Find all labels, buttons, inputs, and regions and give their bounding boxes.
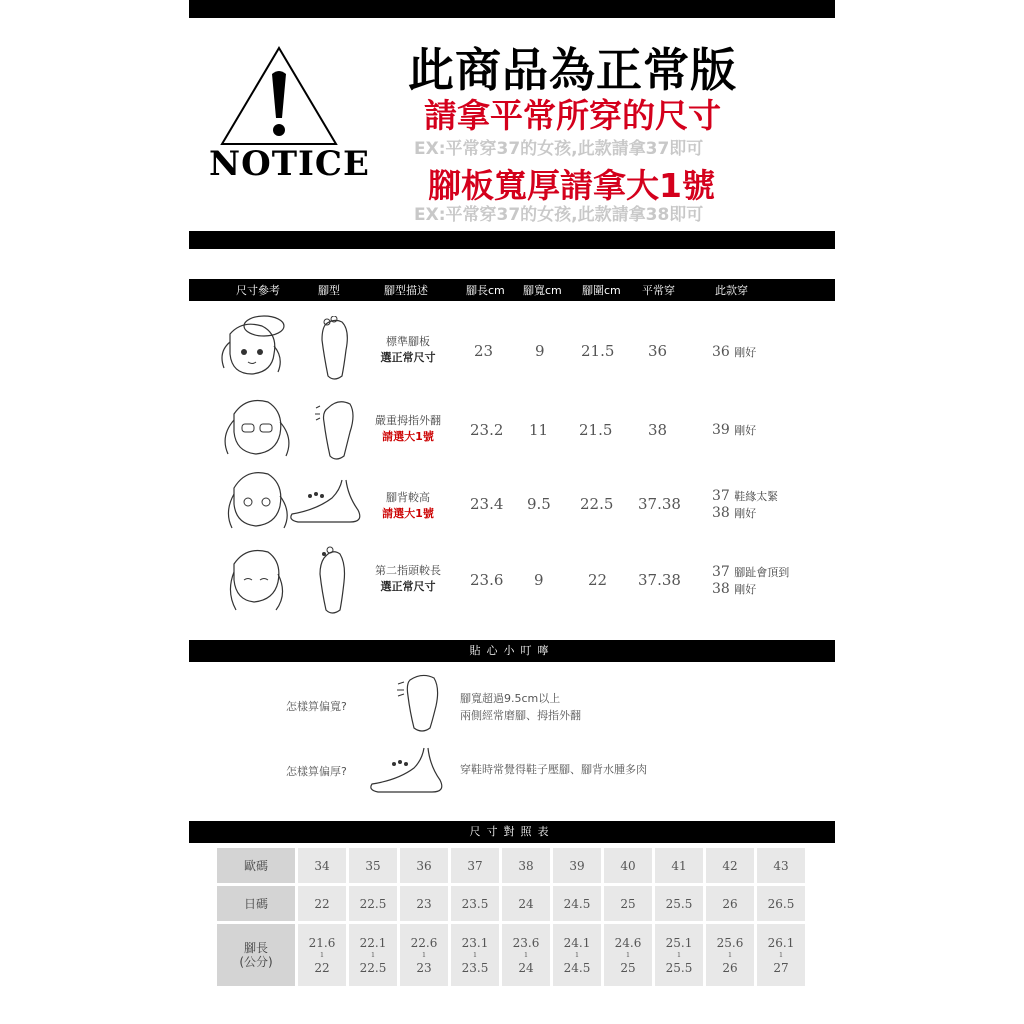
jp-size: 22 (298, 886, 346, 921)
tips-title: 貼心小叮嚀 (189, 640, 835, 662)
eu-size: 38 (502, 848, 550, 883)
row2-usual: 38 (648, 421, 668, 439)
foot-length-range (400, 924, 448, 986)
jp-size: 23 (400, 886, 448, 921)
row3-fit1-text: 鞋緣太緊 (734, 490, 779, 503)
row3-desc-text: 腳背較高 (386, 491, 430, 504)
jp-size: 24.5 (553, 886, 601, 921)
foot-thick-icon (366, 744, 448, 796)
header-this-style: 此款穿 (715, 284, 748, 297)
eu-size: 39 (553, 848, 601, 883)
foot-length-range (349, 924, 397, 986)
top-bar (189, 0, 835, 18)
foot-length-from: 23.1 (461, 935, 489, 950)
row3-girth: 22.5 (580, 495, 614, 513)
foot-length-to: 24 (518, 960, 534, 975)
foot-length-to: 27 (773, 960, 789, 975)
row4-girth: 22 (588, 571, 608, 589)
row2-advice: 請選大1號 (382, 430, 434, 443)
range-tick: ı (575, 949, 579, 960)
eu-size-row (217, 848, 805, 883)
jp-size: 25 (604, 886, 652, 921)
row4-fit1-size: 37 (712, 564, 730, 580)
header-foot-width: 腳寬cm (523, 284, 562, 297)
eu-size: 41 (655, 848, 703, 883)
row4-desc (363, 563, 453, 595)
row3-length: 23.4 (470, 495, 504, 513)
row1-fit-size: 36 (712, 344, 730, 360)
row1-fit-text: 剛好 (734, 346, 757, 359)
row2-length: 23.2 (470, 421, 504, 439)
row1-usual: 36 (648, 342, 668, 360)
row2-width: 11 (529, 421, 549, 439)
row1-girth: 21.5 (581, 342, 615, 360)
warning-triangle-icon (218, 44, 340, 148)
size-chart-table (214, 845, 808, 989)
row2-fit (712, 422, 756, 439)
range-tick: ı (677, 949, 681, 960)
girl-illustration-3 (220, 464, 296, 534)
foot-length-from: 21.6 (308, 935, 336, 950)
foot-length-from: 26.1 (767, 935, 795, 950)
row4-advice: 選正常尺寸 (380, 580, 436, 593)
jp-size: 26 (706, 886, 754, 921)
header-foot-type: 腳型 (318, 284, 340, 297)
foot-length-label-1: 腳長 (243, 941, 268, 955)
foot-length-from: 22.1 (359, 935, 387, 950)
row3-fit (712, 488, 778, 522)
tip-thick-question: 怎樣算偏厚? (286, 765, 347, 778)
foot-length-range (604, 924, 652, 986)
row1-fit (712, 344, 756, 361)
range-tick: ı (422, 949, 426, 960)
range-tick: ı (626, 949, 630, 960)
foot-bunion-icon (312, 394, 360, 462)
tip-thick-answer: 穿鞋時常覺得鞋子壓腳、腳背水腫多肉 (460, 763, 647, 776)
headline: 此商品為正常版 (408, 43, 737, 97)
jp-size: 24 (502, 886, 550, 921)
row2-girth: 21.5 (579, 421, 613, 439)
row1-length: 23 (474, 342, 494, 360)
eu-size: 40 (604, 848, 652, 883)
row2-desc (363, 413, 453, 445)
eu-size: 35 (349, 848, 397, 883)
row4-fit (712, 564, 789, 598)
notice-label: NOTICE (209, 144, 370, 184)
row4-fit1-text: 腳趾會頂到 (734, 566, 790, 579)
tip-wide-answer (460, 690, 581, 724)
row4-desc-text: 第二指頭較長 (375, 564, 441, 577)
header-usual: 平常穿 (642, 284, 675, 297)
foot-length-range (706, 924, 754, 986)
eu-size: 36 (400, 848, 448, 883)
wide-foot-line: 腳板寬厚請拿大1號 (428, 166, 715, 205)
header-foot-girth: 腳圍cm (582, 284, 621, 297)
foot-length-row (217, 924, 805, 986)
row3-fit2-text: 剛好 (734, 507, 757, 520)
row4-usual: 37.38 (638, 571, 681, 589)
row3-usual: 37.38 (638, 495, 681, 513)
foot-long-second-toe-icon (310, 544, 354, 616)
foot-wide-icon (394, 668, 446, 734)
notice-bottom-bar (189, 231, 835, 249)
range-tick: ı (320, 949, 324, 960)
row1-desc-text: 標準腳板 (386, 335, 430, 348)
foot-length-range (451, 924, 499, 986)
jp-size: 25.5 (655, 886, 703, 921)
row3-fit1-size: 37 (712, 488, 730, 504)
eu-size-label: 歐碼 (217, 848, 295, 883)
foot-length-label (217, 924, 295, 986)
eu-size: 37 (451, 848, 499, 883)
row1-width: 9 (535, 342, 545, 360)
foot-length-range (757, 924, 805, 986)
foot-length-to: 22 (314, 960, 330, 975)
fit-table-header (189, 279, 835, 301)
header-foot-desc: 腳型描述 (384, 284, 428, 297)
foot-length-from: 24.1 (563, 935, 591, 950)
eu-size: 42 (706, 848, 754, 883)
girl-illustration-2 (218, 392, 296, 462)
jp-size: 22.5 (349, 886, 397, 921)
normal-size-example: EX:平常穿37的女孩,此款請拿37即可 (414, 139, 704, 159)
tip-wide-question: 怎樣算偏寬? (286, 700, 347, 713)
normal-size-line: 請拿平常所穿的尺寸 (424, 96, 721, 135)
row1-desc (363, 334, 453, 366)
foot-length-from: 25.6 (716, 935, 744, 950)
jp-size: 26.5 (757, 886, 805, 921)
foot-length-range (553, 924, 601, 986)
row4-fit2-size: 38 (712, 581, 730, 597)
range-tick: ı (371, 949, 375, 960)
tip-wide-answer-line1: 腳寬超過9.5cm以上 (460, 692, 561, 705)
girl-illustration-4 (220, 542, 294, 614)
header-size-ref: 尺寸參考 (236, 284, 280, 297)
jp-size: 23.5 (451, 886, 499, 921)
row4-width: 9 (534, 571, 544, 589)
foot-length-to: 25 (620, 960, 636, 975)
size-chart-title: 尺寸對照表 (189, 821, 835, 843)
foot-length-from: 23.6 (512, 935, 540, 950)
row3-width: 9.5 (527, 495, 551, 513)
row3-advice: 請選大1號 (382, 507, 434, 520)
eu-size: 43 (757, 848, 805, 883)
wide-foot-example: EX:平常穿37的女孩,此款請拿38即可 (414, 205, 704, 225)
foot-length-range (655, 924, 703, 986)
row3-fit2-size: 38 (712, 505, 730, 521)
row1-advice: 選正常尺寸 (380, 351, 436, 364)
range-tick: ı (728, 949, 732, 960)
tip-wide-answer-line2: 兩側經常磨腳、拇指外翻 (460, 709, 581, 722)
row2-fit-text: 剛好 (734, 424, 757, 437)
foot-length-from: 25.1 (665, 935, 693, 950)
foot-high-instep-icon (286, 476, 366, 526)
foot-length-range (298, 924, 346, 986)
row4-fit2-text: 剛好 (734, 583, 757, 596)
header-foot-length: 腳長cm (466, 284, 505, 297)
foot-length-from: 22.6 (410, 935, 438, 950)
foot-length-range (502, 924, 550, 986)
foot-length-to: 22.5 (359, 960, 387, 975)
foot-standard-icon (312, 316, 356, 382)
jp-size-row (217, 886, 805, 921)
foot-length-to: 26 (722, 960, 738, 975)
foot-length-to: 23 (416, 960, 432, 975)
foot-length-to: 23.5 (461, 960, 489, 975)
girl-illustration-1 (212, 312, 292, 384)
jp-size-label: 日碼 (217, 886, 295, 921)
row4-length: 23.6 (470, 571, 504, 589)
range-tick: ı (524, 949, 528, 960)
row3-desc (363, 490, 453, 522)
row2-desc-text: 嚴重拇指外翻 (375, 414, 441, 427)
row2-fit-size: 39 (712, 422, 730, 438)
foot-length-to: 25.5 (665, 960, 693, 975)
foot-length-label-2: (公分) (239, 955, 273, 969)
foot-length-from: 24.6 (614, 935, 642, 950)
range-tick: ı (473, 949, 477, 960)
foot-length-to: 24.5 (563, 960, 591, 975)
eu-size: 34 (298, 848, 346, 883)
range-tick: ı (779, 949, 783, 960)
